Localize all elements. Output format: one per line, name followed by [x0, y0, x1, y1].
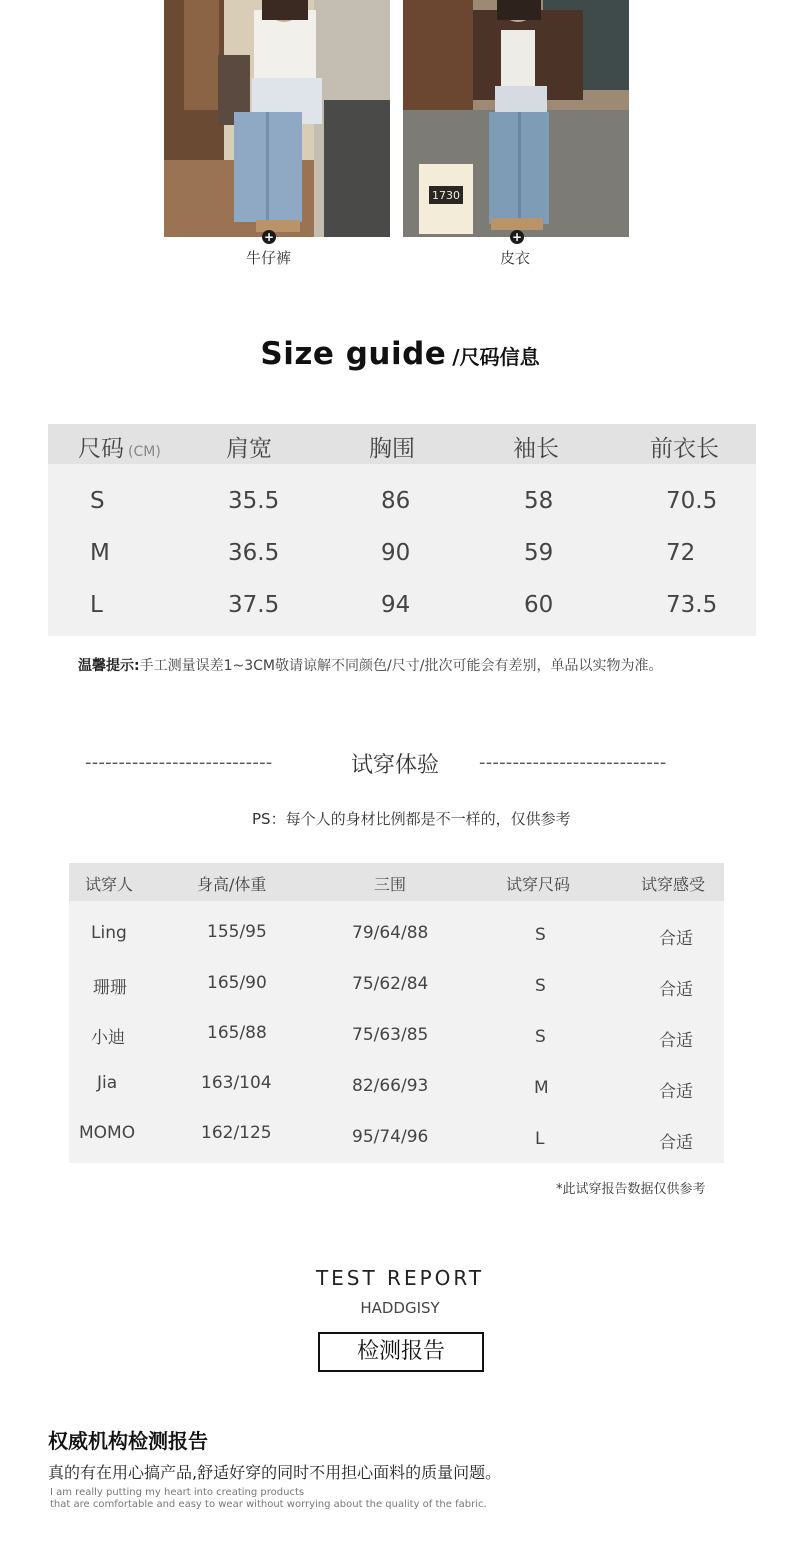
try-cell: M — [534, 1078, 549, 1098]
authority-report-title: 权威机构检测报告 — [48, 1429, 208, 1453]
size-tip-label: 温馨提示: — [78, 658, 140, 674]
brand-name: HADDGISY — [360, 1299, 440, 1317]
try-header-feeling: 试穿感受 — [641, 875, 706, 894]
try-on-heading: 试穿体验 — [351, 753, 440, 778]
size-header-shoulder: 肩宽 — [226, 436, 272, 462]
add-jeans-icon[interactable]: + — [263, 230, 275, 244]
jeans-caption: 牛仔裤 — [246, 249, 292, 267]
try-cell: 合适 — [659, 980, 693, 1000]
size-cell: 73.5 — [666, 592, 718, 618]
size-guide-title-cn: /尺码信息 — [452, 345, 540, 369]
try-cell: 163/104 — [201, 1073, 272, 1093]
try-cell: 82/66/93 — [352, 1076, 429, 1096]
size-header-size-label: 尺码 — [78, 436, 124, 462]
try-cell: 162/125 — [201, 1123, 272, 1143]
try-cell: 合适 — [659, 1031, 693, 1051]
size-cell: 59 — [524, 540, 554, 566]
authority-report-subtitle: 真的有在用心搞产品,舒适好穿的同时不用担心面料的质量问题。 — [48, 1463, 502, 1482]
size-guide-title — [0, 336, 800, 372]
size-cell: 90 — [381, 540, 411, 566]
try-on-table — [69, 863, 724, 1163]
try-header-size: 试穿尺码 — [506, 875, 571, 894]
size-cell: 86 — [381, 488, 411, 514]
size-cell: 70.5 — [666, 488, 718, 514]
try-cell: 165/90 — [207, 973, 267, 993]
try-cell: Ling — [91, 923, 127, 943]
size-header-length: 前衣长 — [650, 436, 719, 462]
try-cell: 75/62/84 — [352, 974, 429, 994]
add-leather-jacket-icon[interactable]: + — [511, 230, 523, 244]
size-cell: S — [90, 488, 105, 514]
test-report-title: TEST REPORT — [315, 1266, 485, 1290]
try-cell: 155/95 — [207, 922, 267, 942]
size-cell: 94 — [381, 592, 411, 618]
try-header-person: 试穿人 — [85, 875, 134, 894]
size-table — [48, 424, 756, 636]
authority-report-english-line2: that are comfortable and easy to wear without worrying about the quality of the fabric. — [50, 1499, 487, 1510]
size-header-chest: 胸围 — [369, 436, 415, 462]
try-cell: Jia — [97, 1073, 118, 1093]
try-cell: 165/88 — [207, 1023, 267, 1043]
try-cell: 95/74/96 — [352, 1127, 429, 1147]
try-header-height-weight: 身高/体重 — [197, 875, 267, 894]
size-cell: 37.5 — [228, 592, 280, 618]
try-cell: 合适 — [659, 1082, 693, 1102]
try-cell: 75/63/85 — [352, 1025, 429, 1045]
size-cell: 35.5 — [228, 488, 280, 514]
size-cell: 36.5 — [228, 540, 280, 566]
try-cell: S — [535, 1027, 546, 1047]
size-tip — [78, 655, 662, 675]
size-cell: M — [90, 540, 110, 566]
try-on-table-header — [69, 863, 724, 901]
size-cell: L — [90, 592, 103, 618]
try-header-measurements: 三围 — [374, 875, 407, 894]
try-cell: S — [535, 925, 546, 945]
size-table-header — [48, 424, 756, 464]
size-cell: 60 — [524, 592, 554, 618]
try-cell: L — [535, 1129, 545, 1149]
try-cell: 合适 — [659, 1133, 693, 1153]
try-cell: 合适 — [659, 929, 693, 949]
try-cell: S — [535, 976, 546, 996]
bag-label: 1730 — [432, 189, 460, 202]
outfit-photo-jeans — [164, 0, 390, 237]
size-guide-title-en: Size guide — [260, 336, 447, 372]
size-tip-text: 手工测量误差1~3CM敬请谅解不同颜色/尺寸/批次可能会有差别，单品以实物为准。 — [139, 658, 663, 674]
try-on-ps: PS：每个人的身材比例都是不一样的，仅供参考 — [252, 810, 571, 828]
test-report-button[interactable]: 检测报告 — [318, 1332, 484, 1372]
divider-right: ---------------------------- — [479, 752, 667, 773]
size-header-size — [78, 430, 161, 463]
outfit-photo-leather-jacket — [403, 0, 629, 237]
size-header-sleeve: 袖长 — [513, 436, 559, 462]
try-on-note: *此试穿报告数据仅供参考 — [556, 1182, 706, 1197]
size-unit-label: (CM) — [128, 444, 161, 460]
size-cell: 58 — [524, 488, 554, 514]
try-cell: 珊珊 — [93, 978, 127, 998]
divider-left: ---------------------------- — [85, 752, 273, 773]
authority-report-english-line1: I am really putting my heart into creating products — [50, 1487, 305, 1498]
try-cell: 79/64/88 — [352, 923, 429, 943]
try-cell: 小迪 — [91, 1028, 125, 1048]
size-cell: 72 — [666, 540, 696, 566]
leather-jacket-caption: 皮衣 — [500, 249, 531, 267]
try-cell: MOMO — [79, 1123, 136, 1143]
